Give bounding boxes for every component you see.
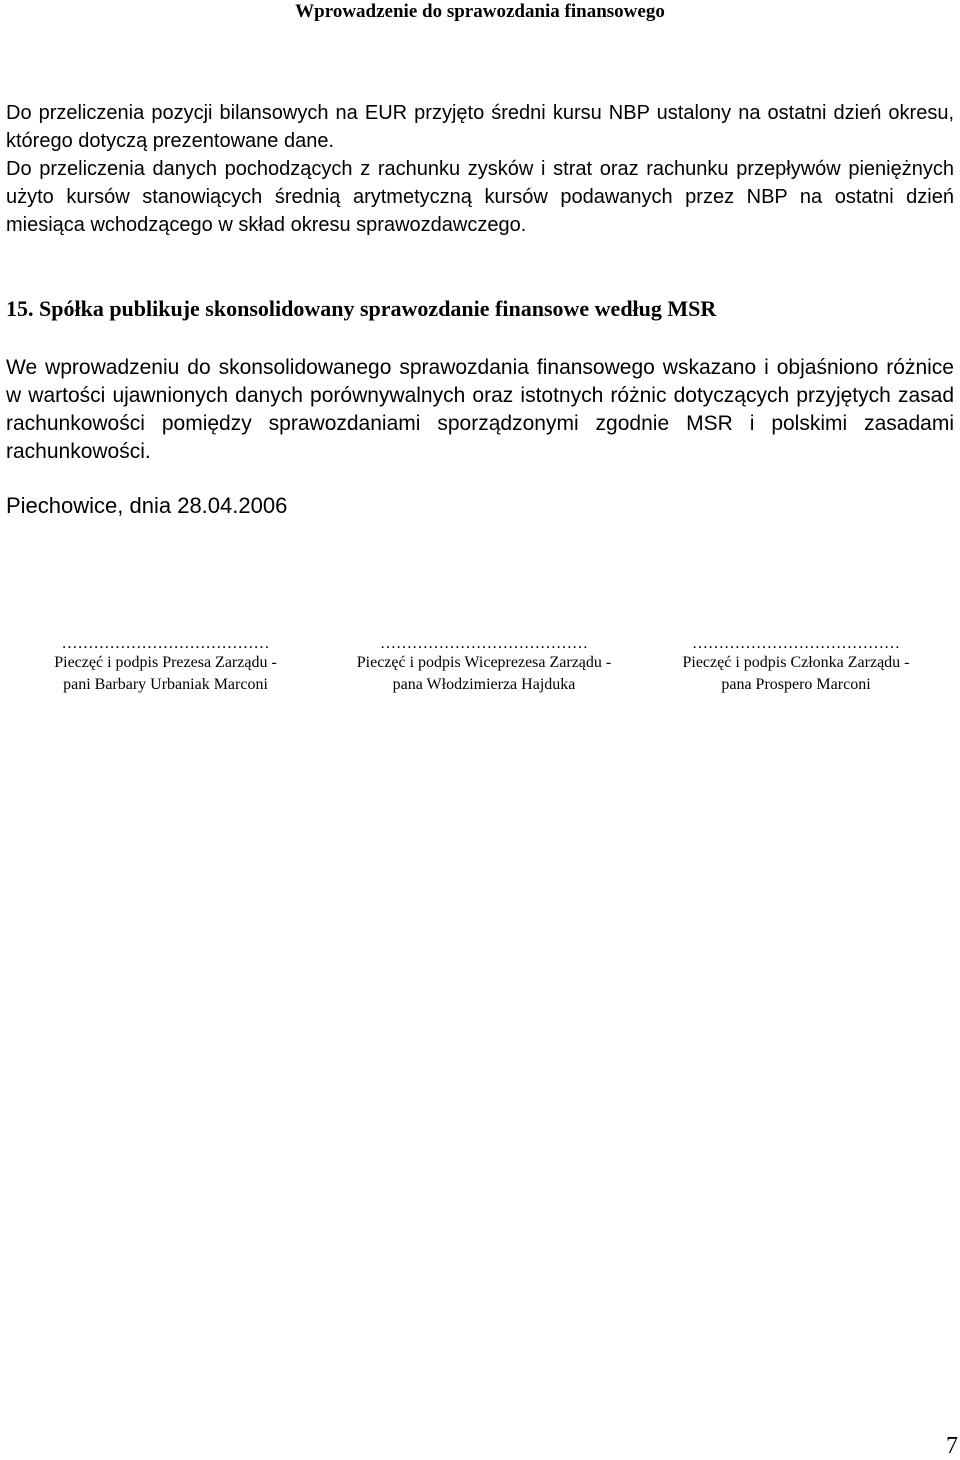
signature-block-board-member bbox=[650, 636, 942, 696]
signature-caption: Pieczęć i podpis Prezesa Zarządu - bbox=[54, 654, 277, 671]
signature-signatory: pani Barbary Urbaniak Marconi bbox=[63, 676, 268, 693]
signature-line: ………………………………… bbox=[692, 635, 900, 652]
paragraph-income-statement-rate: Do przeliczenia danych pochodzących z rachunku zysków i strat oraz rachunku przepływów pieniężnych użyto kursów stanowiących średnią arytmetyczną kursów podawanych przez NBP na ostatni dzień miesiąca wchodzącego w skład okresu sprawozdawczego. bbox=[6, 158, 954, 236]
place-and-date: Piechowice, dnia 28.04.2006 bbox=[6, 493, 288, 518]
signature-signatory: pana Włodzimierza Hajduka bbox=[392, 676, 576, 693]
signature-line: ………………………………… bbox=[61, 635, 270, 652]
signature-caption: Pieczęć i podpis Członka Zarządu - bbox=[682, 654, 910, 671]
signature-block-president bbox=[18, 636, 313, 696]
page-header-title: Wprowadzenie do sprawozdania finansowego bbox=[295, 1, 665, 22]
signature-caption: Pieczęć i podpis Wiceprezesa Zarządu - bbox=[356, 654, 612, 671]
page-number: 7 bbox=[946, 1433, 958, 1459]
signature-line: ………………………………… bbox=[380, 635, 588, 652]
section-15-body: We wprowadzeniu do skonsolidowanego sprawozdania finansowego wskazano i objaśniono różnice w wartości ujawnionych danych porównywalnych oraz istotnych różnic dotyczących przyjętych zasad rachunkowości pomiędzy sprawozdaniami sporządzonymi zgodnie MSR i polskimi zasadami rachunkowości. bbox=[6, 356, 954, 463]
signature-block-vice-president bbox=[326, 636, 642, 696]
section-15-title: 15. Spółka publikuje skonsolidowany sprawozdanie finansowe według MSR bbox=[6, 296, 717, 321]
paragraph-balance-sheet-rate: Do przeliczenia pozycji bilansowych na EUR przyjęto średni kursu NBP ustalony na ostatni dzień okresu, którego dotyczą prezentowane dane. bbox=[6, 102, 954, 152]
signature-signatory: pana Prospero Marconi bbox=[721, 676, 871, 693]
